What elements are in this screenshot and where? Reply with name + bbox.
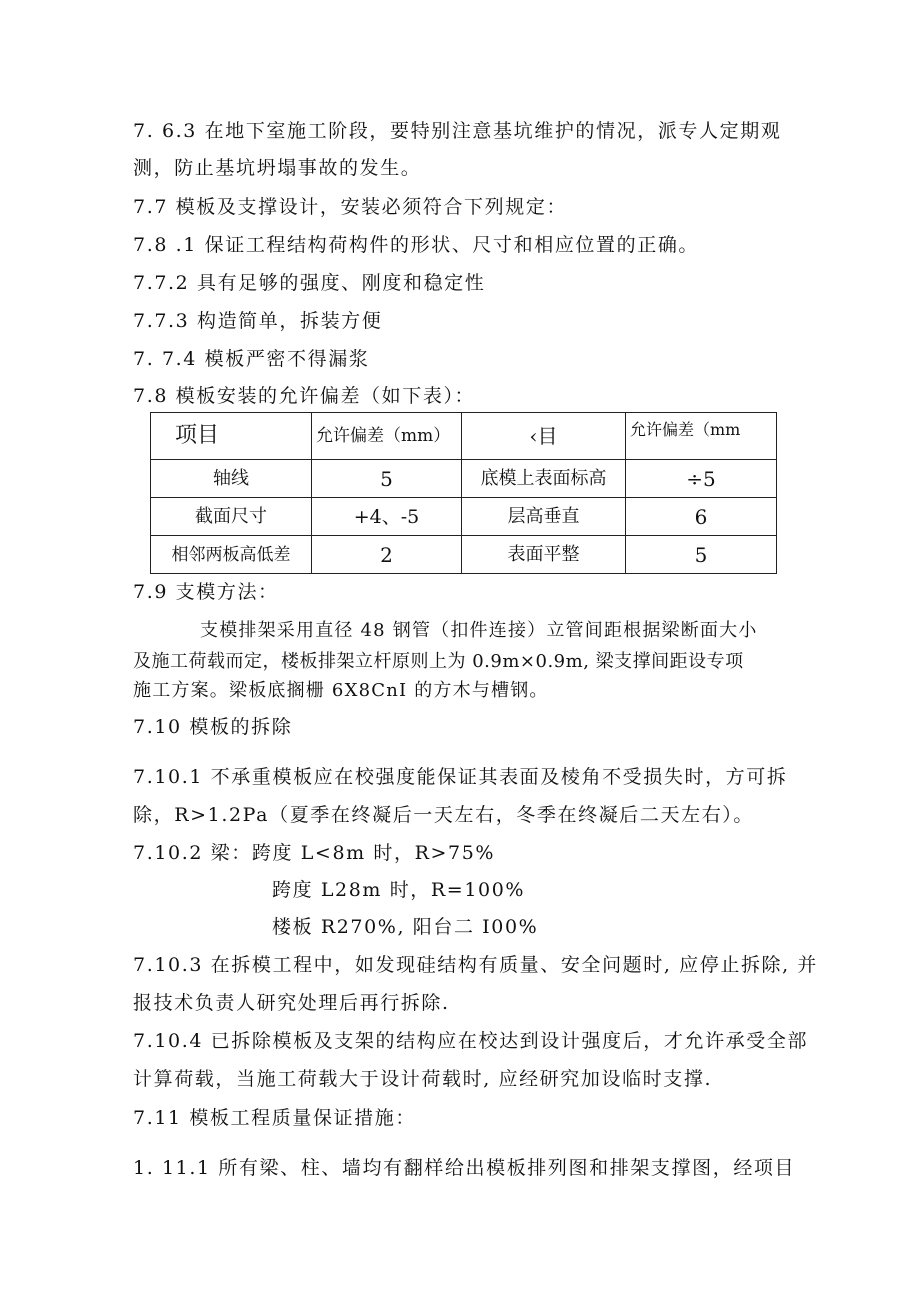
heading-7-11: 7.11 模板工程质量保证措施： — [133, 1107, 416, 1129]
paragraph-7-10-4-line1: 7.10.4 已拆除模板及支架的结构应在校达到设计强度后，才允许承受全部 — [133, 1030, 809, 1052]
table-header-cell: 项目 — [151, 413, 312, 460]
heading-7-7: 7.7 模板及支撑设计，安装必须符合下列规定： — [133, 196, 568, 218]
paragraph-7-10-2: 7.10.2 梁：跨度 L<8m 时，R>75% — [133, 842, 496, 864]
paragraph-1-11-1: 1. 11.1 所有梁、柱、墙均有翻样给出模板排列图和排架支撑图，经项目 — [133, 1157, 796, 1179]
table-cell: 5 — [312, 460, 462, 498]
table-cell: 底模上表面标高 — [462, 460, 626, 498]
paragraph-7-10-3-line1: 7.10.3 在拆模工程中，如发现硅结构有质量、安全问题时, 应停止拆除, 并 — [133, 954, 819, 976]
table-cell: 层高垂直 — [462, 498, 626, 536]
table-row — [151, 536, 777, 574]
paragraph-7-10-1-line2: 除，R>1.2Pa（夏季在终凝后一天左右，冬季在终凝后二天左右）。 — [133, 804, 755, 826]
table-cell: 表面平整 — [462, 536, 626, 574]
table-cell: 5 — [626, 536, 777, 574]
paragraph-7-10-4-line2: 计算荷载，当施工荷载大于设计荷载时, 应经研究加设临时支撑. — [133, 1068, 713, 1090]
table-cell: 6 — [626, 498, 777, 536]
paragraph-7-7-4: 7. 7.4 模板严密不得漏浆 — [133, 348, 370, 370]
paragraph-7-6-3-line1: 7. 6.3 在地下室施工阶段，要特别注意基坑维护的情况，派专人定期观 — [133, 120, 782, 142]
table-cell: ÷5 — [626, 460, 777, 498]
section-7-9-body-line3: 施工方案。梁板底搁栅 6X8CnI 的方木与槽钢。 — [133, 680, 549, 701]
paragraph-7-8-1: 7.8 .1 保证工程结构荷构件的形状、尺寸和相应位置的正确。 — [133, 234, 700, 256]
table-cell: 轴线 — [151, 460, 312, 498]
paragraph-7-10-2-span: 跨度 L28m 时，R=100% — [272, 879, 526, 901]
heading-7-8: 7.8 模板安装的允许偏差（如下表）： — [133, 385, 476, 407]
paragraph-7-7-3: 7.7.3 构造简单，拆装方便 — [133, 310, 383, 332]
deviation-table — [150, 412, 777, 574]
table-row — [151, 460, 777, 498]
section-7-9-body-line2: 及施工荷载而定，楼板排架立杆原则上为 0.9m×0.9m, 梁支撑间距设专项 — [133, 651, 744, 672]
paragraph-7-10-3-line2: 报技术负责人研究处理后再行拆除. — [133, 992, 450, 1014]
table-cell: 相邻两板高低差 — [151, 536, 312, 574]
table-header-cell: 允许偏差（mm） — [312, 413, 462, 460]
table-header-row — [151, 413, 777, 460]
table-cell: 截面尺寸 — [151, 498, 312, 536]
section-7-9-body-line1: 支模排架采用直径 48 钢管（扣件连接）立管间距根据梁断面大小 — [200, 620, 758, 641]
table-cell: +4、-5 — [312, 498, 462, 536]
paragraph-7-10-1-line1: 7.10.1 不承重模板应在校强度能保证其表面及棱角不受损失时，方可拆 — [133, 766, 788, 788]
table-header-cell: ‹目 — [462, 413, 626, 460]
paragraph-7-7-2: 7.7.2 具有足够的强度、刚度和稳定性 — [133, 272, 486, 294]
table-header-cell: 允许偏差（mm — [626, 413, 777, 460]
heading-7-9: 7.9 支模方法： — [133, 581, 279, 603]
heading-7-10: 7.10 模板的拆除 — [133, 716, 293, 738]
paragraph-7-10-2-slab: 楼板 R270%, 阳台二 I00% — [272, 916, 539, 938]
table-cell: 2 — [312, 536, 462, 574]
paragraph-7-6-3-line2: 测，防止基坑坍塌事故的发生。 — [133, 157, 422, 179]
table-row — [151, 498, 777, 536]
